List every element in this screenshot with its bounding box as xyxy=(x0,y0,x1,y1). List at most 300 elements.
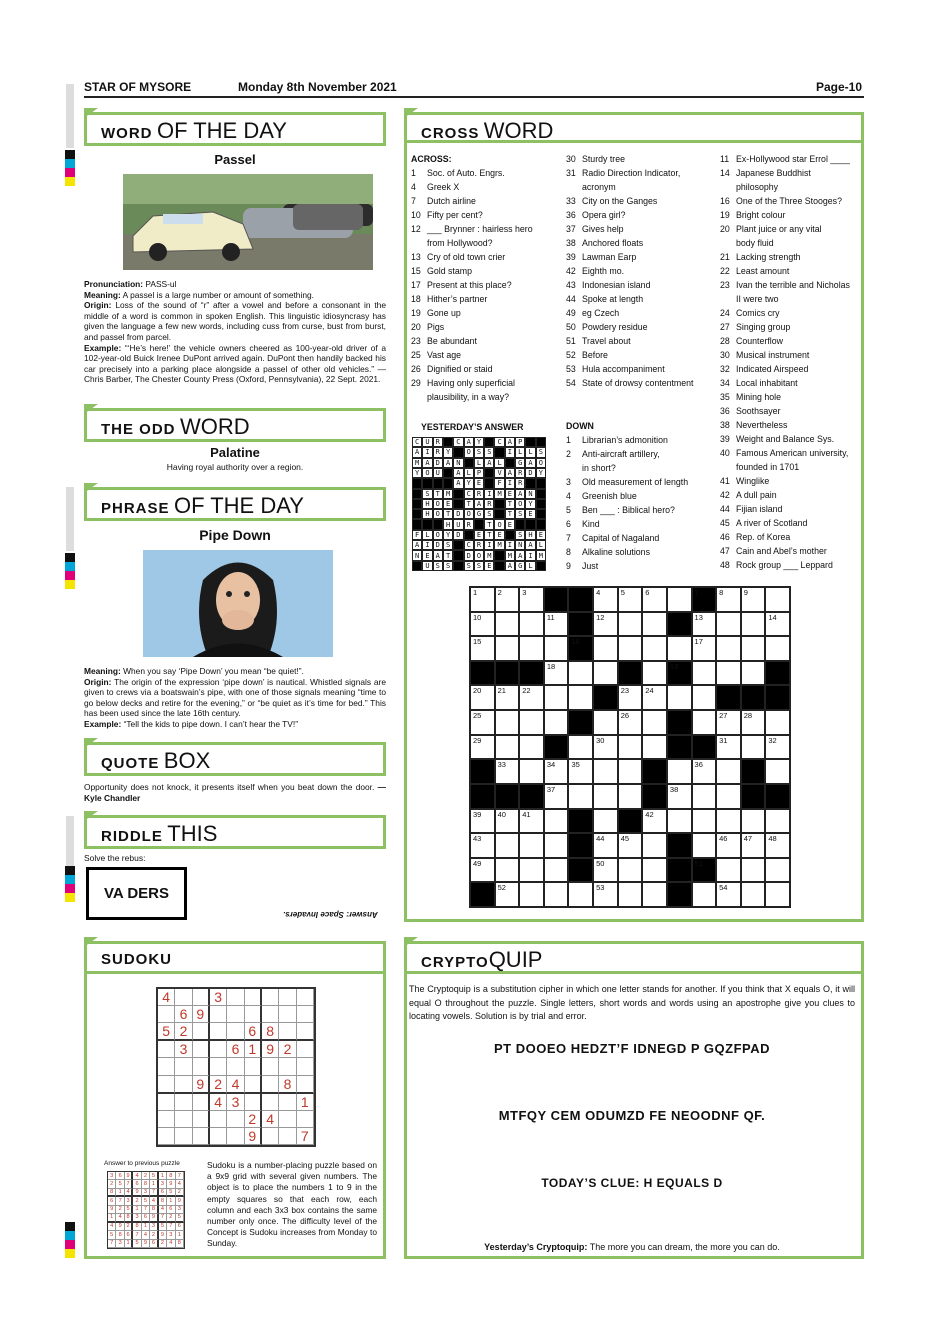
crossword-cell[interactable] xyxy=(716,858,741,883)
yesterday-cell: A xyxy=(484,458,494,468)
crossword-cell[interactable] xyxy=(716,710,741,735)
sudoku-cell[interactable] xyxy=(279,989,296,1006)
crossword-cell[interactable] xyxy=(765,809,790,834)
sudoku-cell[interactable] xyxy=(279,1006,296,1023)
crossword-cell[interactable] xyxy=(544,858,569,883)
crossword-cell[interactable] xyxy=(765,612,790,637)
crossword-cell[interactable] xyxy=(544,809,569,834)
crossword-cell[interactable] xyxy=(716,612,741,637)
crossword-cell[interactable] xyxy=(544,710,569,735)
yesterday-cell: E xyxy=(422,550,432,560)
crossword-cell[interactable] xyxy=(765,587,790,612)
yesterday-cell: O xyxy=(464,509,474,519)
sudoku-cell[interactable] xyxy=(158,1041,175,1058)
sudoku-answer-cell: 3 xyxy=(116,1240,124,1248)
crossword-cell[interactable] xyxy=(692,784,717,809)
sudoku-cell[interactable]: 1 xyxy=(297,1094,314,1111)
crossword-cell[interactable] xyxy=(642,833,667,858)
clue-item: 18 Hither’s partner xyxy=(411,294,488,304)
crossword-cell[interactable] xyxy=(667,759,692,784)
sudoku-cell[interactable]: 2 xyxy=(210,1076,227,1094)
crossword-cell[interactable] xyxy=(741,587,766,612)
yesterday-cell: C xyxy=(464,540,474,550)
clue-number: 19 xyxy=(669,661,679,671)
yesterday-cell xyxy=(525,437,535,447)
crossword-cell[interactable] xyxy=(519,710,544,735)
sudoku-cell[interactable] xyxy=(227,1128,244,1145)
yesterday-cell: T xyxy=(484,519,494,529)
crossword-black-cell xyxy=(667,661,692,686)
crossword-cell[interactable] xyxy=(765,710,790,735)
crossword-cell[interactable] xyxy=(519,809,544,834)
crossword-cell[interactable] xyxy=(692,882,717,907)
crossword-cell[interactable] xyxy=(642,612,667,637)
yesterday-cell: U xyxy=(453,519,463,529)
yesterday-cell: Y xyxy=(474,437,484,447)
crossword-cell[interactable] xyxy=(642,587,667,612)
crossword-cell[interactable] xyxy=(519,882,544,907)
sudoku-cell[interactable] xyxy=(175,1111,192,1128)
yesterday-cell: I xyxy=(484,489,494,499)
sudoku-answer-cell: 1 xyxy=(176,1231,184,1239)
sudoku-cell[interactable]: 1 xyxy=(245,1041,262,1058)
sudoku-cell[interactable] xyxy=(262,1128,279,1145)
clue-number: 17 xyxy=(694,637,703,647)
sudoku-answer-cell: 8 xyxy=(108,1189,116,1197)
crossword-cell[interactable] xyxy=(470,833,495,858)
clue-number: 33 xyxy=(497,760,506,770)
crossword-cell[interactable] xyxy=(470,685,495,710)
yesterday-cell: T xyxy=(505,499,515,509)
crossword-cell[interactable] xyxy=(667,809,692,834)
yesterday-cell: L xyxy=(515,447,525,457)
sudoku-answer-cell: 5 xyxy=(116,1180,124,1188)
sudoku-cell[interactable] xyxy=(297,1058,314,1075)
sudoku-answer-cell: 9 xyxy=(142,1240,150,1248)
crossword-black-cell xyxy=(667,858,692,883)
sudoku-cell[interactable] xyxy=(193,989,210,1006)
sudoku-answer-cell: 4 xyxy=(159,1206,167,1214)
crossword-cell[interactable] xyxy=(692,636,717,661)
sudoku-cell[interactable] xyxy=(175,1076,192,1094)
yesterday-cell: O xyxy=(433,499,443,509)
crossword-cell[interactable] xyxy=(519,636,544,661)
sudoku-cell[interactable] xyxy=(210,1111,227,1128)
crossword-black-cell xyxy=(568,612,593,637)
crossword-cell[interactable] xyxy=(716,735,741,760)
sudoku-answer-cell: 2 xyxy=(142,1172,150,1180)
crossword-black-cell xyxy=(568,636,593,661)
sudoku-cell[interactable]: 8 xyxy=(262,1023,279,1041)
crossword-cell[interactable] xyxy=(741,612,766,637)
crossword-cell[interactable] xyxy=(495,587,520,612)
crossword-cell[interactable] xyxy=(519,833,544,858)
crossword-cell[interactable] xyxy=(765,636,790,661)
sudoku-cell[interactable] xyxy=(175,989,192,1006)
crossword-cell[interactable] xyxy=(692,661,717,686)
clue-item: 4 Greek X xyxy=(411,182,460,192)
sudoku-cell[interactable] xyxy=(245,1058,262,1075)
sudoku-answer-cell: 8 xyxy=(116,1231,124,1239)
crossword-black-cell xyxy=(593,685,618,710)
sudoku-answer-cell: 6 xyxy=(167,1206,175,1214)
crossword-cell[interactable] xyxy=(642,710,667,735)
crossword-cell[interactable] xyxy=(618,735,643,760)
sudoku-cell[interactable] xyxy=(279,1128,296,1145)
crossword-cell[interactable] xyxy=(519,858,544,883)
crossword-cell[interactable] xyxy=(765,735,790,760)
crossword-cell[interactable] xyxy=(716,809,741,834)
crossword-cell[interactable] xyxy=(618,759,643,784)
crossword-cell[interactable] xyxy=(716,661,741,686)
sudoku-cell[interactable] xyxy=(279,1023,296,1041)
yesterday-cell: R xyxy=(433,437,443,447)
sudoku-cell[interactable] xyxy=(175,1058,192,1075)
clue-number: 52 xyxy=(497,883,506,893)
sudoku-cell[interactable] xyxy=(227,1006,244,1023)
sudoku-cell[interactable]: 4 xyxy=(158,989,175,1006)
crossword-cell[interactable] xyxy=(568,685,593,710)
sudoku-cell[interactable] xyxy=(227,1023,244,1041)
clue-item: 12 ___ Brynner : hairless hero xyxy=(411,224,533,234)
crossword-cell[interactable] xyxy=(692,612,717,637)
sudoku-cell[interactable] xyxy=(193,1111,210,1128)
sudoku-cell[interactable] xyxy=(175,1128,192,1145)
yesterday-cell: E xyxy=(474,478,484,488)
phrase-text: Pipe Down xyxy=(199,527,271,543)
sudoku-answer-cell: 9 xyxy=(176,1197,184,1205)
riddle-header: RIDDLE THIS xyxy=(84,815,386,849)
clue-number: 25 xyxy=(473,711,482,721)
sudoku-cell[interactable] xyxy=(262,1076,279,1094)
sudoku-cell[interactable]: 2 xyxy=(279,1041,296,1058)
crossword-cell[interactable] xyxy=(741,636,766,661)
crossword-cell[interactable] xyxy=(618,685,643,710)
clue-item: 10 Fifty per cent? xyxy=(411,210,483,220)
sudoku-cell[interactable]: 9 xyxy=(245,1128,262,1145)
sudoku-cell[interactable]: 7 xyxy=(297,1128,314,1145)
crossword-cell[interactable] xyxy=(519,735,544,760)
crossword-cell[interactable] xyxy=(495,612,520,637)
crossword-cell[interactable] xyxy=(642,858,667,883)
crossword-cell[interactable] xyxy=(765,759,790,784)
crossword-cell[interactable] xyxy=(692,685,717,710)
clue-number: 43 xyxy=(473,834,482,844)
sudoku-cell[interactable] xyxy=(158,1076,175,1094)
crossword-cell[interactable] xyxy=(544,636,569,661)
clue-item: 50 Powdery residue xyxy=(566,322,648,332)
sudoku-answer-cell: 2 xyxy=(108,1180,116,1188)
yesterday-cell xyxy=(494,561,504,571)
cryptoquip-line1: PT DOOEO HEDZT’F IDNEGD P GQZFPAD xyxy=(493,1041,771,1056)
sudoku-cell[interactable]: 3 xyxy=(227,1094,244,1111)
sudoku-answer-cell: 3 xyxy=(142,1189,150,1197)
crossword-cell[interactable] xyxy=(741,833,766,858)
sudoku-cell[interactable]: 3 xyxy=(175,1041,192,1058)
crossword-cell[interactable] xyxy=(765,882,790,907)
sudoku-cell[interactable]: 9 xyxy=(262,1041,279,1058)
sudoku-cell[interactable] xyxy=(279,1094,296,1111)
sudoku-answer-cell: 7 xyxy=(176,1172,184,1180)
sudoku-cell[interactable] xyxy=(158,1111,175,1128)
sudoku-answer-cell: 4 xyxy=(108,1223,116,1231)
sudoku-cell[interactable] xyxy=(158,1094,175,1111)
sudoku-cell[interactable]: 9 xyxy=(193,1006,210,1023)
crossword-cell[interactable] xyxy=(544,759,569,784)
crossword-cell[interactable] xyxy=(618,833,643,858)
sudoku-cell[interactable] xyxy=(297,1076,314,1094)
crossword-cell[interactable] xyxy=(470,735,495,760)
yesterday-cell: N xyxy=(525,489,535,499)
sudoku-cell[interactable] xyxy=(193,1023,210,1041)
crossword-cell[interactable] xyxy=(568,661,593,686)
sudoku-cell[interactable]: 6 xyxy=(227,1041,244,1058)
crossword-cell[interactable] xyxy=(692,759,717,784)
crossword-cell[interactable] xyxy=(470,858,495,883)
crossword-cell[interactable] xyxy=(470,636,495,661)
section-title-bold: WORD xyxy=(101,125,153,142)
yesterday-cell: A xyxy=(433,550,443,560)
sudoku-cell[interactable] xyxy=(227,1058,244,1075)
sudoku-cell[interactable] xyxy=(297,1111,314,1128)
crossword-cell[interactable] xyxy=(593,833,618,858)
crossword-cell[interactable] xyxy=(495,759,520,784)
crossword-cell[interactable] xyxy=(741,882,766,907)
crossword-cell[interactable] xyxy=(642,636,667,661)
sudoku-cell[interactable] xyxy=(245,989,262,1006)
clue-number: 37 xyxy=(546,784,556,794)
sudoku-cell[interactable] xyxy=(262,1006,279,1023)
crossword-cell[interactable] xyxy=(568,882,593,907)
crossword-cell[interactable] xyxy=(667,685,692,710)
yesterday-cell: D xyxy=(453,509,463,519)
crossword-cell[interactable] xyxy=(544,882,569,907)
crossword-cell[interactable] xyxy=(642,809,667,834)
crossword-cell[interactable] xyxy=(667,636,692,661)
crossword-cell[interactable] xyxy=(593,882,618,907)
sudoku-cell[interactable] xyxy=(210,1006,227,1023)
crossword-cell[interactable] xyxy=(716,833,741,858)
sudoku-cell[interactable] xyxy=(297,1041,314,1058)
sudoku-cell[interactable]: 2 xyxy=(175,1023,192,1041)
crossword-cell[interactable] xyxy=(593,858,618,883)
crossword-cell[interactable] xyxy=(716,636,741,661)
clue-item: 36 Opera girl? xyxy=(566,210,626,220)
crossword-cell[interactable] xyxy=(642,882,667,907)
yesterday-cell: S xyxy=(484,447,494,457)
sudoku-answer-cell: 5 xyxy=(142,1197,150,1205)
sudoku-description: Sudoku is a number-placing puzzle based on a 9x9 grid with several given numbers. The object is to place the numbers 1 to 9 in the empty squares so that each row, each column and each 3x3 box contains the same number only once. The difficulty level of the Concept is Sudoku increases from Monday to Sunday. xyxy=(207,1160,377,1249)
sudoku-cell[interactable] xyxy=(210,1023,227,1041)
crossword-cell[interactable] xyxy=(568,759,593,784)
crossword-cell[interactable] xyxy=(716,587,741,612)
sudoku-cell[interactable]: 2 xyxy=(245,1111,262,1128)
crossword-cell[interactable] xyxy=(544,784,569,809)
sudoku-cell[interactable] xyxy=(297,989,314,1006)
crossword-cell[interactable] xyxy=(470,612,495,637)
sudoku-cell[interactable] xyxy=(175,1094,192,1111)
crossword-cell[interactable] xyxy=(470,809,495,834)
crossword-cell[interactable] xyxy=(495,685,520,710)
clue-item: 45 A river of Scotland xyxy=(720,518,808,528)
sudoku-cell[interactable] xyxy=(210,1041,227,1058)
crossword-cell[interactable] xyxy=(544,661,569,686)
crossword-cell[interactable] xyxy=(642,661,667,686)
crossword-cell[interactable] xyxy=(642,735,667,760)
sudoku-cell[interactable] xyxy=(158,1128,175,1145)
crossword-cell[interactable] xyxy=(642,685,667,710)
crossword-cell[interactable] xyxy=(741,809,766,834)
crossword-cell[interactable] xyxy=(568,735,593,760)
crossword-cell[interactable] xyxy=(593,587,618,612)
clue-item: 9 Just xyxy=(566,561,599,571)
yesterday-cell xyxy=(536,519,546,529)
yesterday-cell: D xyxy=(464,550,474,560)
crossword-cell[interactable] xyxy=(593,636,618,661)
crossword-cell[interactable] xyxy=(568,784,593,809)
yesterday-cell: S xyxy=(433,561,443,571)
crossword-cell[interactable] xyxy=(593,735,618,760)
sudoku-cell[interactable] xyxy=(279,1058,296,1075)
clue-number: 35 xyxy=(571,760,580,770)
sudoku-cell[interactable]: 8 xyxy=(279,1076,296,1094)
crossword-cell[interactable] xyxy=(495,809,520,834)
crossword-cell[interactable] xyxy=(618,710,643,735)
issue-date: Monday 8th November 2021 xyxy=(238,80,397,94)
crossword-cell[interactable] xyxy=(741,858,766,883)
sudoku-cell[interactable] xyxy=(227,989,244,1006)
sudoku-cell[interactable]: 6 xyxy=(245,1023,262,1041)
crossword-cell[interactable] xyxy=(519,685,544,710)
crossword-cell[interactable] xyxy=(495,710,520,735)
sudoku-cell[interactable] xyxy=(297,1006,314,1023)
crossword-cell[interactable] xyxy=(618,882,643,907)
sudoku-cell[interactable] xyxy=(158,1006,175,1023)
clue-item: 23 Be abundant xyxy=(411,336,477,346)
crossword-cell[interactable] xyxy=(716,882,741,907)
crossword-cell[interactable] xyxy=(593,661,618,686)
crossword-cell[interactable] xyxy=(544,612,569,637)
crossword-cell[interactable] xyxy=(765,858,790,883)
sudoku-cell[interactable] xyxy=(210,1128,227,1145)
crossword-cell[interactable] xyxy=(593,809,618,834)
yesterday-cell: Y xyxy=(464,478,474,488)
crossword-cell[interactable] xyxy=(692,710,717,735)
crossword-cell[interactable] xyxy=(741,710,766,735)
crossword-cell[interactable] xyxy=(495,833,520,858)
crossword-cell[interactable] xyxy=(495,735,520,760)
crossword-cell[interactable] xyxy=(618,587,643,612)
sudoku-answer-cell: 8 xyxy=(176,1240,184,1248)
sudoku-cell[interactable]: 5 xyxy=(158,1023,175,1041)
crossword-cell[interactable] xyxy=(470,587,495,612)
sudoku-cell[interactable] xyxy=(193,1058,210,1075)
crossword-cell[interactable] xyxy=(544,685,569,710)
sudoku-cell[interactable] xyxy=(158,1058,175,1075)
crossword-cell[interactable] xyxy=(618,784,643,809)
phrase-header: PHRASE OF THE DAY xyxy=(84,487,386,521)
crossword-cell[interactable] xyxy=(692,833,717,858)
crossword-black-cell xyxy=(667,710,692,735)
crossword-cell[interactable] xyxy=(716,759,741,784)
crossword-cell[interactable] xyxy=(741,661,766,686)
sudoku-cell[interactable] xyxy=(210,1058,227,1075)
crossword-cell[interactable] xyxy=(519,759,544,784)
crossword-cell[interactable] xyxy=(618,612,643,637)
crossword-cell[interactable] xyxy=(593,759,618,784)
clue-item: 53 Hula accompaniment xyxy=(566,364,665,374)
crossword-cell[interactable] xyxy=(495,882,520,907)
sudoku-cell[interactable] xyxy=(245,1076,262,1094)
clue-item: 23 Ivan the terrible and Nicholas xyxy=(720,280,850,290)
sudoku-cell[interactable]: 3 xyxy=(210,989,227,1006)
sudoku-cell[interactable] xyxy=(262,1094,279,1111)
sudoku-cell[interactable]: 4 xyxy=(262,1111,279,1128)
yesterday-cell: D xyxy=(453,530,463,540)
sudoku-cell[interactable] xyxy=(193,1094,210,1111)
sudoku-cell[interactable]: 4 xyxy=(210,1094,227,1111)
sudoku-answer-cell: 4 xyxy=(116,1214,124,1222)
crossword-cell[interactable] xyxy=(593,784,618,809)
yesterday-cell xyxy=(453,489,463,499)
sudoku-cell[interactable]: 6 xyxy=(175,1006,192,1023)
yesterday-cell: T xyxy=(464,499,474,509)
crossword-cell[interactable] xyxy=(765,833,790,858)
yesterday-cell: A xyxy=(453,478,463,488)
sudoku-cell[interactable]: 4 xyxy=(227,1076,244,1094)
crossword-cell[interactable] xyxy=(519,587,544,612)
yesterday-cell: O xyxy=(464,447,474,457)
yesterday-cell xyxy=(453,499,463,509)
yesterday-cell: R xyxy=(484,499,494,509)
yesterday-cell: E xyxy=(536,530,546,540)
yesterday-cell: R xyxy=(464,519,474,529)
sudoku-cell[interactable] xyxy=(193,1041,210,1058)
yesterday-cell xyxy=(453,550,463,560)
sudoku-cell[interactable] xyxy=(262,989,279,1006)
crossword-cell[interactable] xyxy=(593,612,618,637)
yesterday-cell xyxy=(536,478,546,488)
sudoku-cell[interactable]: 9 xyxy=(193,1076,210,1094)
sudoku-cell[interactable] xyxy=(245,1094,262,1111)
crossword-cell[interactable] xyxy=(495,636,520,661)
crossword-cell[interactable] xyxy=(544,833,569,858)
crossword-cell[interactable] xyxy=(667,784,692,809)
sudoku-cell[interactable] xyxy=(279,1111,296,1128)
clue-item: 54 State of drowsy contentment xyxy=(566,378,694,388)
sudoku-answer-cell: 4 xyxy=(176,1180,184,1188)
sudoku-cell[interactable] xyxy=(245,1006,262,1023)
sudoku-cell[interactable] xyxy=(227,1111,244,1128)
clue-item: 15 Gold stamp xyxy=(411,266,472,276)
crossword-cell[interactable] xyxy=(618,636,643,661)
crossword-cell[interactable] xyxy=(667,587,692,612)
sudoku-cell[interactable] xyxy=(262,1058,279,1075)
clue-number: 49 xyxy=(473,858,482,868)
sudoku-cell[interactable] xyxy=(297,1023,314,1041)
crossword-cell[interactable] xyxy=(692,809,717,834)
sudoku-cell[interactable] xyxy=(193,1128,210,1145)
crossword-cell[interactable] xyxy=(519,612,544,637)
crossword-cell[interactable] xyxy=(470,710,495,735)
sudoku-answer-cell: 7 xyxy=(167,1223,175,1231)
crossword-cell[interactable] xyxy=(716,784,741,809)
crossword-cell[interactable] xyxy=(741,735,766,760)
crossword-cell[interactable] xyxy=(618,858,643,883)
sudoku-answer-cell: 6 xyxy=(116,1172,124,1180)
crossword-cell[interactable] xyxy=(593,710,618,735)
crossword-cell[interactable] xyxy=(495,858,520,883)
